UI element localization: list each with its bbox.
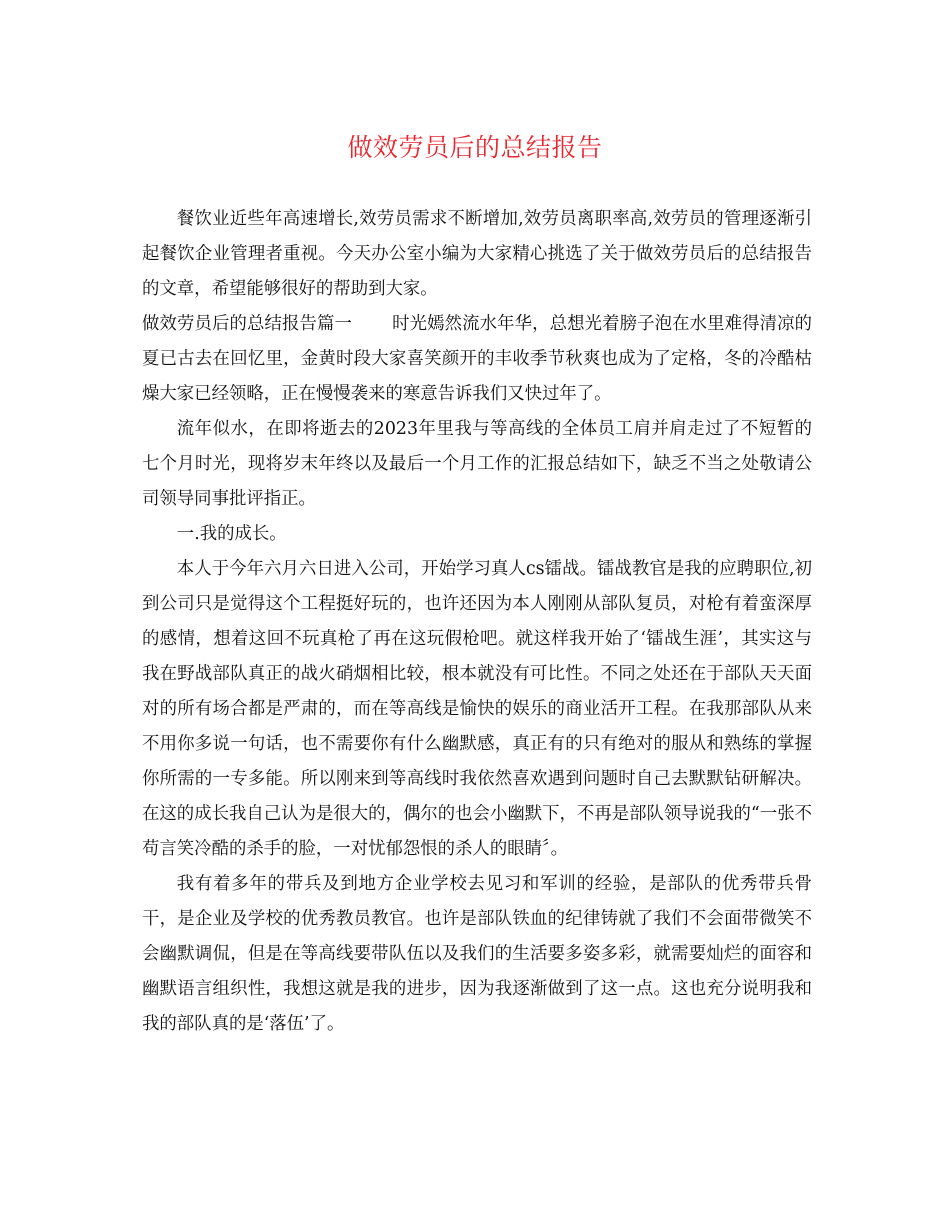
section-first-paragraph: 时光嫣然流水年华，总想光着膀子泡在水里难得清凉的夏已古去在回忆里，金黄时段大家喜笑颜开的丰收季节秋爽也成为了定格，冬的冷酷枯燥大家已经领略，正在慢慢袭来的寒意告诉我们又快过年了。 [142, 314, 812, 404]
body-paragraph-2: 本人于今年六月六日进入公司，开始学习真人cs镭战。镭战教官是我的应聘职位,初到公司只是觉得这个工程挺好玩的，也许还因为本人刚刚从部队复员，对枪有着蛮深厚的感情，想着这回不玩真枪了再在这玩假枪吧。就这样我开始了‘镭战生涯’，其实这与我在野战部队真正的战火硝烟相比较，根本就没有可比性。不同之处还在于部队天天面对的所有场合都是严肃的，而在等高线是愉快的娱乐的商业活开工程。在我那部队从来不用你多说一句话，也不需要你有什么幽默感，真正有的只有绝对的服从和熟练的掌握你所需的一专多能。所以刚来到等高线时我依然喜欢遇到问题时自己去默默钻研解决。在这的成长我自己认为是很大的，偶尔的也会小幽默下，不再是部队领导说我的“一张不苟言笑冷酷的杀手的脸，一对忧郁怨恨的杀人的眼睛〞。 [142, 559, 812, 859]
body-paragraph-3: 我有着多年的带兵及到地方企业学校去见习和军训的经验，是部队的优秀带兵骨干，是企业及学校的优秀教员教官。也许是部队铁血的纪律铸就了我们不会面带微笑不会幽默调侃，但是在等高线要带队伍以及我们的生活要多姿多彩，就需要灿烂的面容和幽默语言组织性，我想这就是我的进步，因为我逐渐做到了这一点。这也充分说明我和我的部队真的是‘落伍’了。 [142, 874, 812, 1034]
subheading-growth: 一.我的成长。 [176, 524, 287, 544]
body-paragraph-1: 流年似水，在即将逝去的2023年里我与等高线的全体员工肩并肩走过了不短暂的七个月时光，现将岁末年终以及最后一个月工作的汇报总结如下，缺乏不当之处敬请公司领导同事批评指正。 [142, 419, 812, 509]
document-title: 做效劳员后的总结报告 [347, 133, 603, 162]
document-body [142, 202, 812, 1042]
section-paragraph [142, 307, 812, 412]
intro-paragraph: 餐饮业近些年高速增长,效劳员需求不断增加,效劳员离职率高,效劳员的管理逐渐引起餐饮企业管理者重视。今天办公室小编为大家精心挑选了关于做效劳员后的总结报告的文章，希望能够很好的帮助到大家。 [142, 209, 812, 299]
section-heading: 做效劳员后的总结报告篇一 [142, 314, 352, 334]
